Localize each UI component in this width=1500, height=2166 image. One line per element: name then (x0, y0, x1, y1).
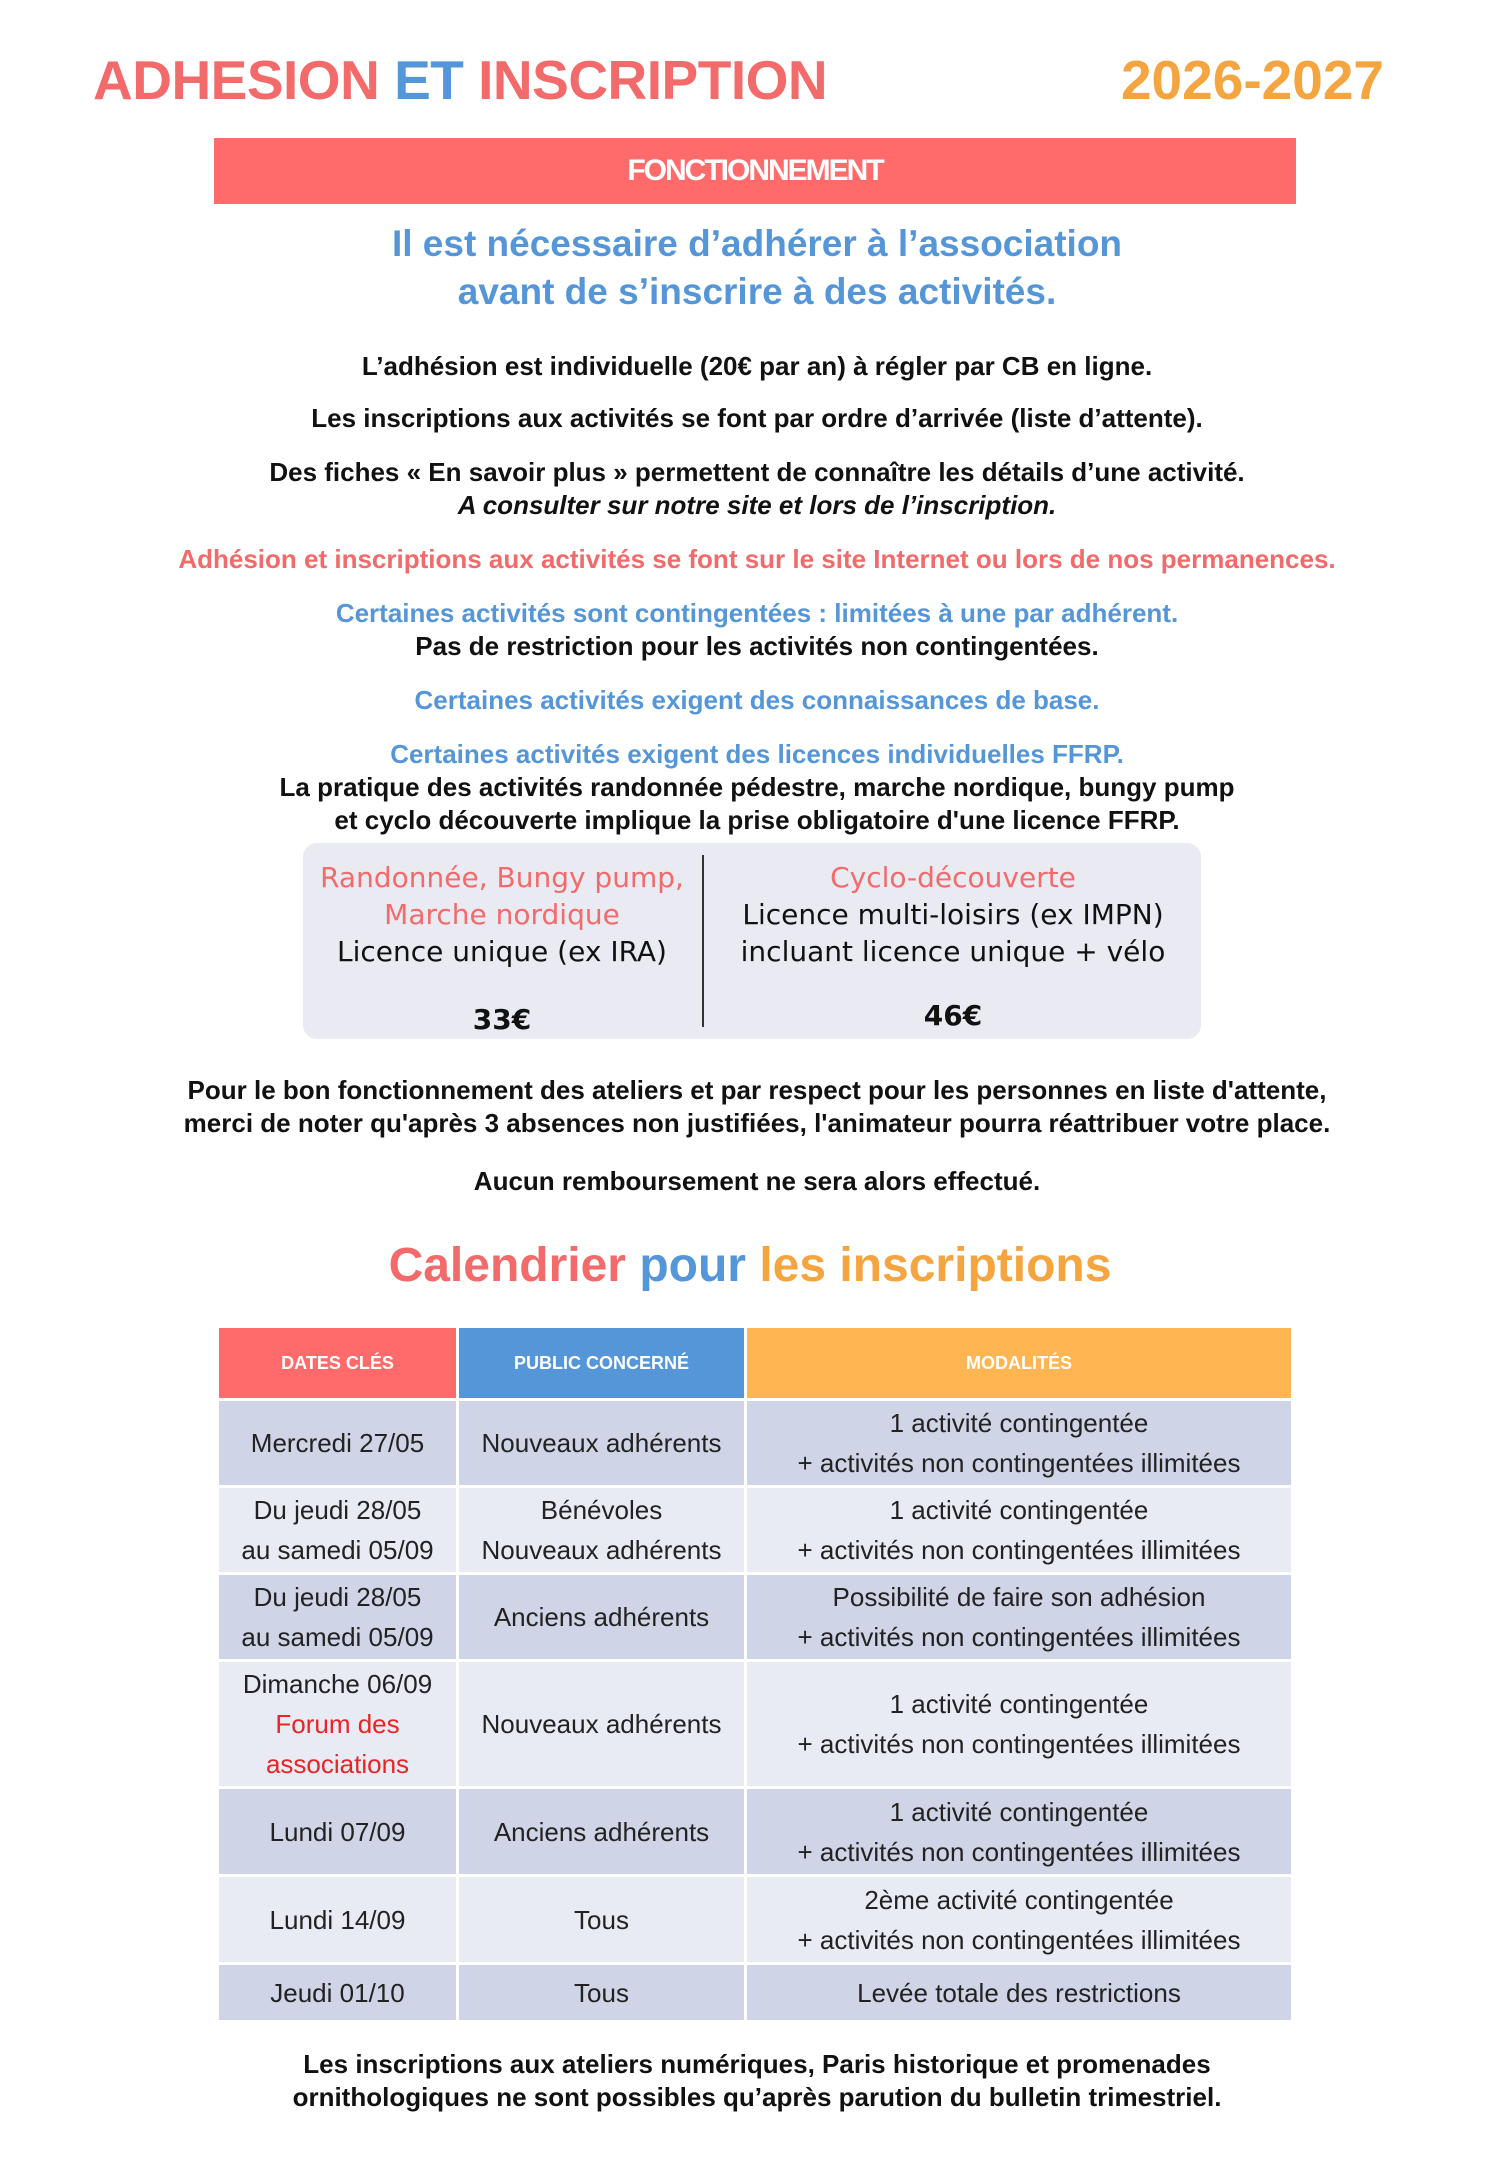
header-public: PUBLIC CONCERNÉ (458, 1327, 746, 1400)
table-row (218, 1400, 1293, 1487)
date-line: au samedi 05/09 (241, 1535, 434, 1565)
date-line: Dimanche 06/09 (242, 1669, 433, 1699)
row-modalites (746, 1400, 1293, 1487)
title-et: ET (394, 49, 464, 111)
date-line: Jeudi 01/10 (270, 1977, 405, 2008)
info-sheets-text (0, 456, 1500, 522)
ffrp-line-3: et cyclo découverte implique la prise obligatoire d'une licence FFRP. (334, 805, 1180, 835)
row-public (458, 1574, 746, 1661)
footer-note (0, 2048, 1500, 2114)
row-modalites (746, 1964, 1293, 2022)
intro-line-2: avant de s’inscrire à des activités. (457, 271, 1057, 312)
licence-multi-detail: incluant licence unique + vélo (740, 935, 1166, 968)
licence-unique-price: 33€ (472, 1003, 532, 1036)
public-line: Tous (574, 1904, 629, 1935)
licence-column-multi (705, 859, 1201, 970)
licence-divider (702, 855, 704, 1027)
modalite-line: + activités non contingentées illimitées (797, 1924, 1241, 1955)
public-line: Nouveaux adhérents (481, 1428, 722, 1458)
modalite-line: + activités non contingentées illimitées (797, 1448, 1241, 1478)
public-line: Nouveaux adhérents (481, 1535, 722, 1565)
absence-policy-text (0, 1074, 1500, 1140)
membership-fee-text: L’adhésion est individuelle (20€ par an) à régler par CB en ligne. (361, 351, 1153, 381)
calendar-title-part-3: les inscriptions (759, 1239, 1112, 1292)
public-line: Bénévoles (540, 1495, 663, 1525)
row-date (218, 1876, 458, 1964)
public-line: Nouveaux adhérents (481, 1709, 722, 1739)
registration-channel-line: Adhésion et inscriptions aux activités se font sur le site Internet ou lors de nos permanences. (178, 544, 1336, 574)
table-row (218, 1964, 1293, 2022)
calendar-title (0, 1238, 1500, 1293)
date-line: au samedi 05/09 (241, 1622, 434, 1652)
header-modalites: MODALITÉS (746, 1327, 1293, 1400)
ffrp-line-2: La pratique des activités randonnée pédestre, marche nordique, bungy pump (279, 772, 1235, 802)
modalite-line: + activités non contingentées illimitées (797, 1622, 1241, 1652)
absence-line-2: merci de noter qu'après 3 absences non justifiées, l'animateur pourra réattribuer votre place. (183, 1108, 1331, 1138)
date-line: Lundi 14/09 (269, 1904, 406, 1935)
page-title (93, 48, 827, 112)
calendar-header-row (218, 1327, 1293, 1400)
public-line: Anciens adhérents (493, 1816, 710, 1847)
table-row (218, 1487, 1293, 1574)
prerequisite-text (0, 684, 1500, 717)
header-dates: DATES CLÉS (218, 1327, 458, 1400)
row-date (218, 1400, 458, 1487)
forum-line: associations (265, 1749, 410, 1779)
quota-line-2: Pas de restriction pour les activités non contingentées. (415, 631, 1099, 661)
ffrp-licence-text (0, 738, 1500, 837)
row-date (218, 1487, 458, 1574)
date-line: Du jeudi 28/05 (253, 1495, 422, 1525)
modalite-line: 1 activité contingentée (889, 1689, 1149, 1719)
quota-text (0, 597, 1500, 663)
row-modalites (746, 1487, 1293, 1574)
row-date (218, 1788, 458, 1876)
licence-activity-1: Randonnée, Bungy pump, (320, 861, 684, 894)
row-public (458, 1964, 746, 2022)
footer-line-2: ornithologiques ne sont possibles qu’après parution du bulletin trimestriel. (292, 2082, 1222, 2112)
title-inscription: INSCRIPTION (463, 49, 828, 111)
licence-cyclo-activity: Cyclo-découverte (830, 861, 1076, 894)
modalite-line: + activités non contingentées illimitées (797, 1535, 1241, 1565)
modalite-line: 1 activité contingentée (889, 1796, 1149, 1827)
season-year: 2026-2027 (1120, 49, 1384, 111)
date-line: Mercredi 27/05 (250, 1428, 425, 1458)
row-public (458, 1788, 746, 1876)
licence-column-unique (303, 859, 701, 970)
info-sheets-line-2: A consulter sur notre site et lors de l’inscription. (457, 490, 1057, 520)
row-date (218, 1574, 458, 1661)
prerequisite-line: Certaines activités exigent des connaissances de base. (414, 685, 1100, 715)
modalite-line: 1 activité contingentée (889, 1495, 1149, 1525)
row-date (218, 1964, 458, 2022)
row-date (218, 1661, 458, 1788)
intro-notice (0, 220, 1500, 316)
row-modalites (746, 1661, 1293, 1788)
row-public (458, 1876, 746, 1964)
ffrp-line-1: Certaines activités exigent des licences individuelles FFRP. (390, 739, 1124, 769)
licence-multi-price: 46€ (923, 999, 983, 1032)
modalite-line: Possibilité de faire son adhésion (832, 1582, 1206, 1612)
forum-line: Forum des (275, 1709, 400, 1739)
row-public (458, 1487, 746, 1574)
calendar-title-part-2: pour (639, 1239, 746, 1292)
modalite-line: Levée totale des restrictions (857, 1977, 1181, 2008)
registration-order-text: Les inscriptions aux activités se font par ordre d’arrivée (liste d’attente). (311, 403, 1203, 433)
calendar-title-part-1: Calendrier (388, 1239, 626, 1292)
licence-pricing-box (303, 843, 1201, 1039)
registration-channel-text (0, 543, 1500, 576)
refund-policy-text: Aucun remboursement ne sera alors effectué. (473, 1166, 1041, 1196)
table-row (218, 1788, 1293, 1876)
table-row (218, 1876, 1293, 1964)
quota-line-1: Certaines activités sont contingentées : limitées à une par adhérent. (335, 598, 1179, 628)
row-modalites (746, 1876, 1293, 1964)
modalite-line: 1 activité contingentée (889, 1408, 1149, 1438)
row-modalites (746, 1574, 1293, 1661)
calendar-table (216, 1325, 1294, 2023)
row-public (458, 1400, 746, 1487)
licence-multi-name: Licence multi-loisirs (ex IMPN) (742, 898, 1164, 931)
date-line: Lundi 07/09 (269, 1816, 406, 1847)
modalite-line: + activités non contingentées illimitées (797, 1836, 1241, 1867)
licence-activity-2: Marche nordique (384, 898, 620, 931)
row-modalites (746, 1788, 1293, 1876)
absence-line-1: Pour le bon fonctionnement des ateliers et par respect pour les personnes en liste d'attente, (187, 1075, 1327, 1105)
info-sheets-line-1: Des fiches « En savoir plus » permettent de connaître les détails d’une activité. (269, 457, 1245, 487)
row-public (458, 1661, 746, 1788)
licence-unique-name: Licence unique (ex IRA) (337, 935, 667, 968)
footer-line-1: Les inscriptions aux ateliers numériques, Paris historique et promenades (303, 2049, 1211, 2079)
modalite-line: + activités non contingentées illimitées (797, 1729, 1241, 1759)
table-row (218, 1574, 1293, 1661)
date-line: Du jeudi 28/05 (253, 1582, 422, 1612)
public-line: Tous (574, 1977, 629, 2008)
modalite-line: 2ème activité contingentée (864, 1884, 1174, 1915)
intro-line-1: Il est nécessaire d’adhérer à l’association (391, 223, 1123, 264)
section-banner: FONCTIONNEMENT (214, 138, 1296, 204)
title-adhesion: ADHESION (93, 49, 395, 111)
table-row (218, 1661, 1293, 1788)
public-line: Anciens adhérents (493, 1602, 710, 1632)
